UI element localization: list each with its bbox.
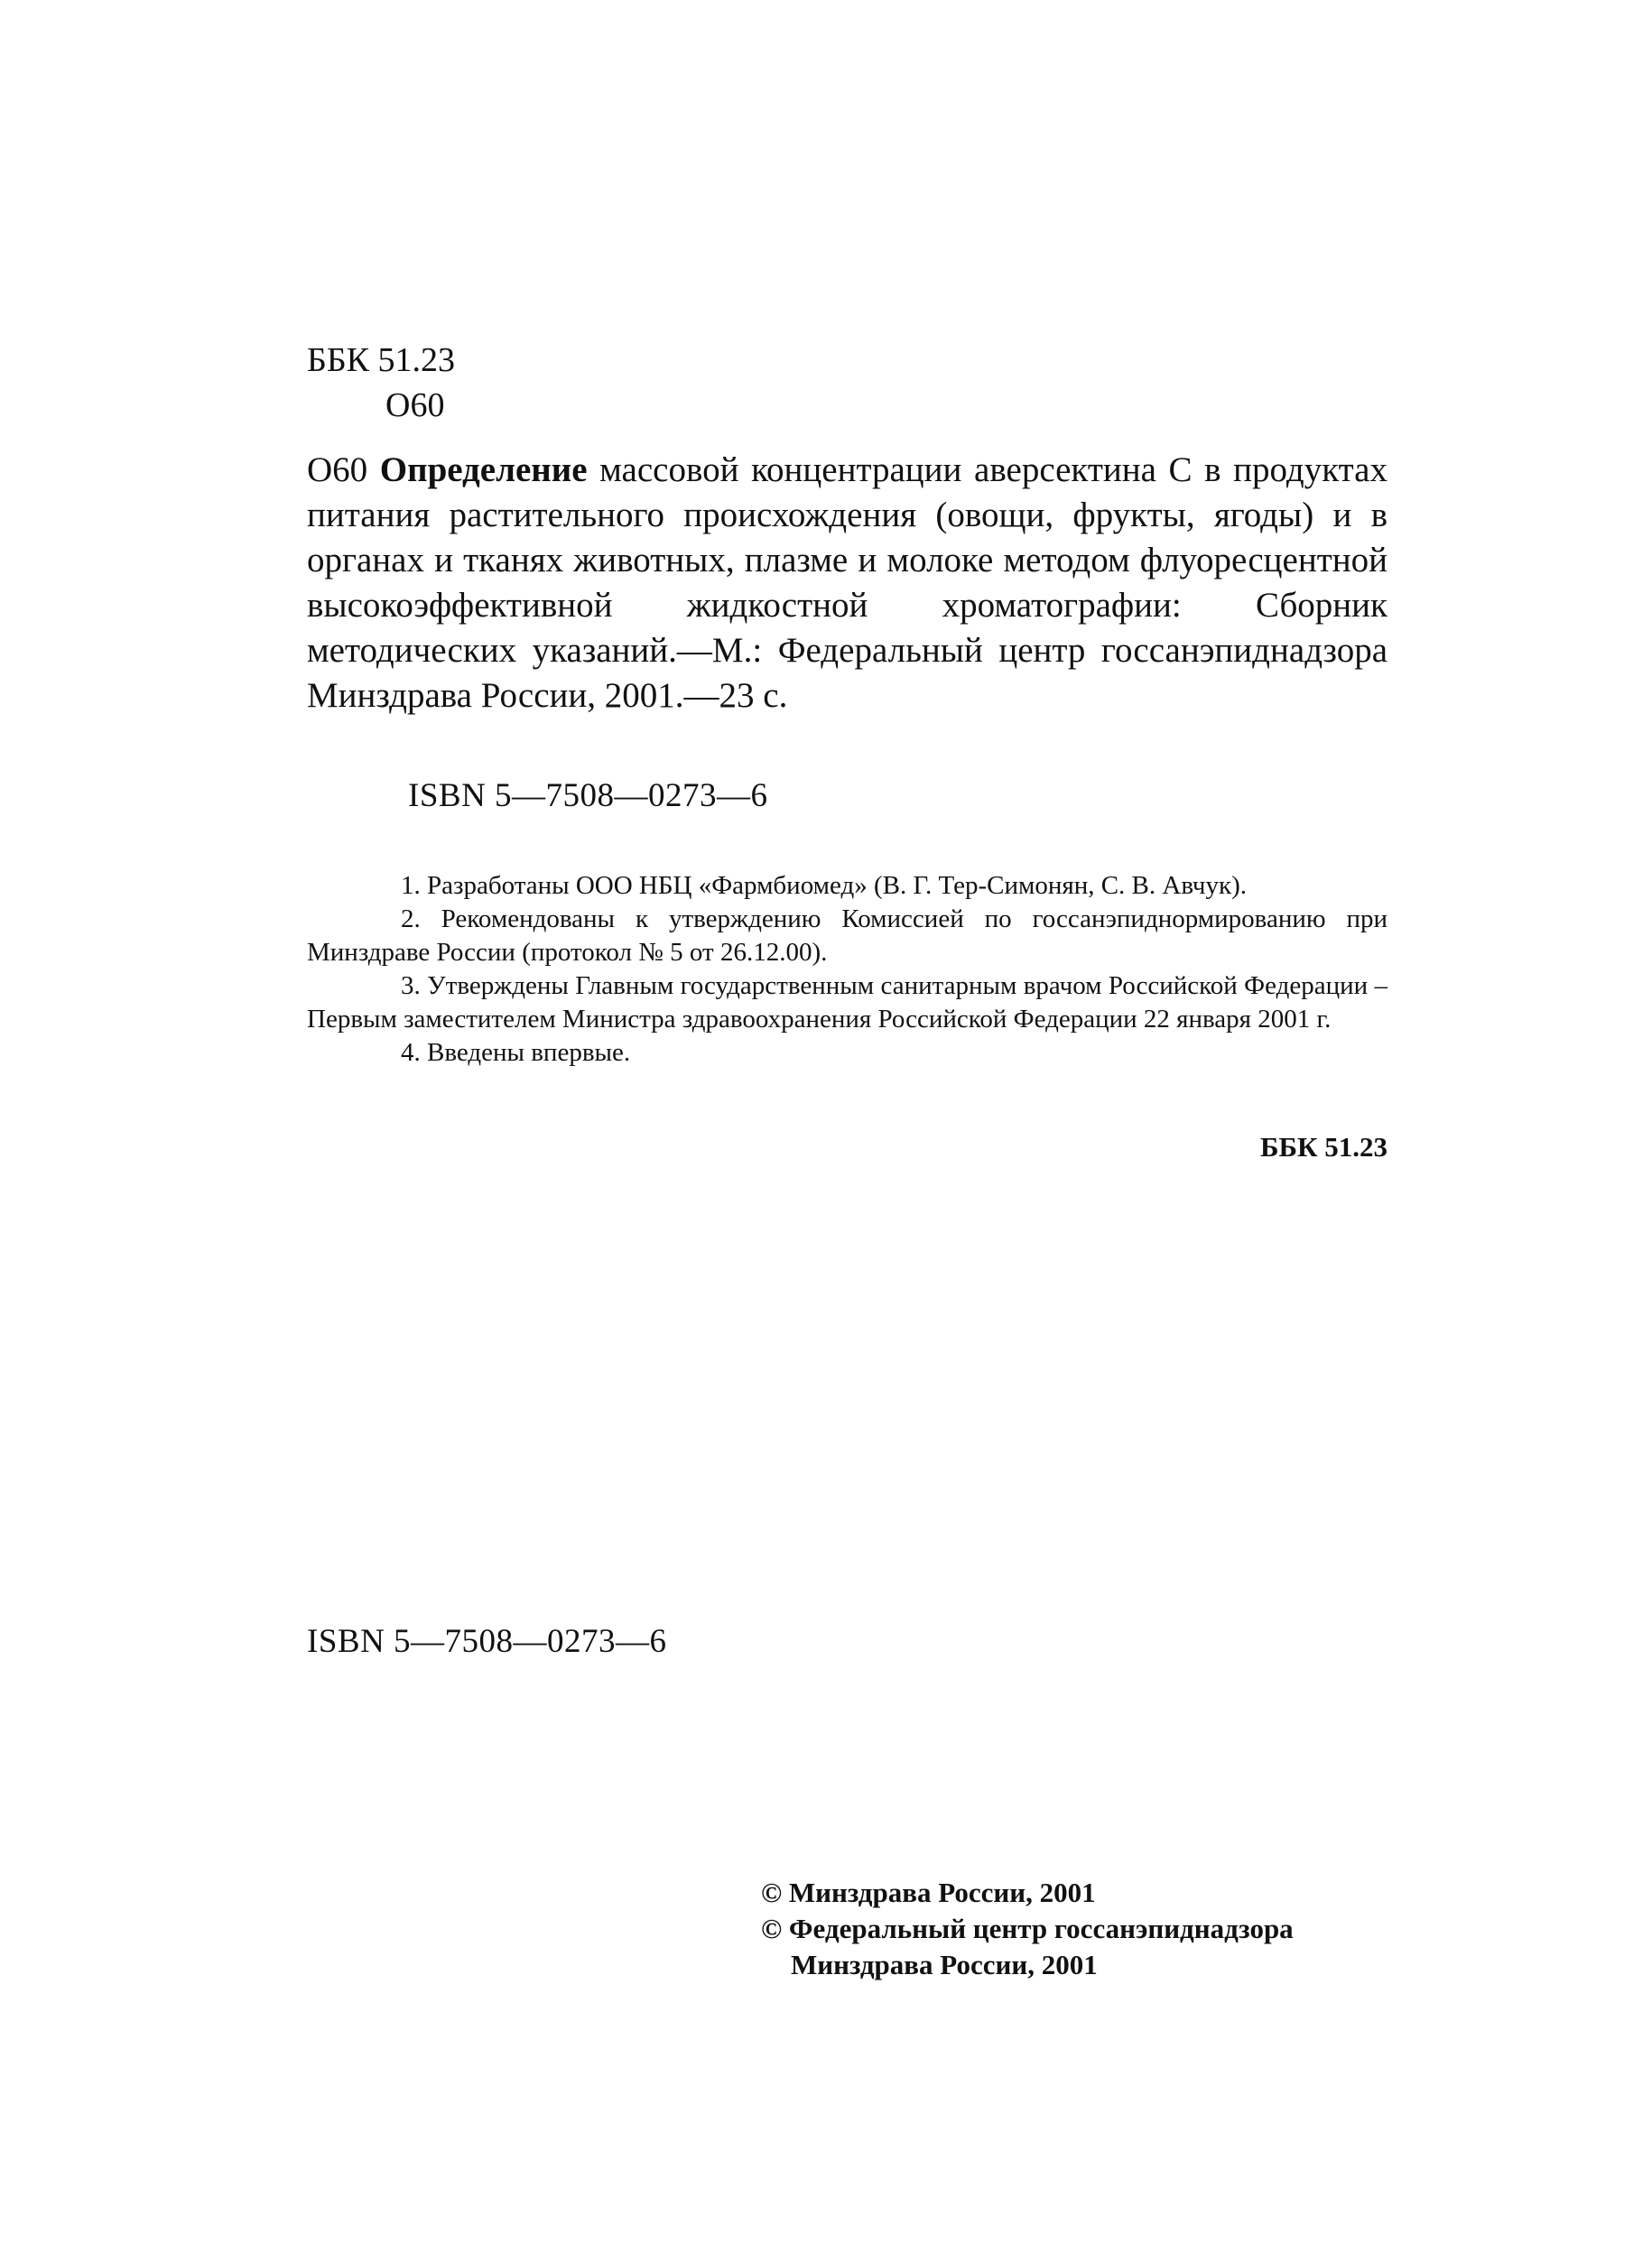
publication-notes	[307, 869, 1387, 1070]
isbn-main: ISBN 5—7508—0273—6	[408, 777, 768, 814]
annotation-title: Определение	[379, 450, 588, 489]
annotation-prefix: О60	[307, 450, 368, 489]
isbn-bottom: ISBN 5—7508—0273—6	[307, 1623, 667, 1660]
copyright-block	[761, 1875, 1294, 1983]
note-item: 2. Рекомендованы к утверждению Комиссией по госсанэпиднормированию при Минздраве России (протокол № 5 от 26.12.00).	[307, 904, 1387, 967]
bbk-code-right: ББК 51.23	[1260, 1131, 1387, 1163]
bbk-classification-code: ББК 51.23	[307, 341, 455, 379]
copyright-center: © Федеральный центр госсанэпиднадзора	[761, 1913, 1294, 1944]
copyright-ministry: © Минздрава России, 2001	[761, 1877, 1096, 1908]
annotation-text: массовой концентрации аверсектина С в продуктах питания растительного происхождения (овощи, фрукты, ягоды) и в органах и тканях животных, плазме и молоке методом флуоресцентной высокоэффективной жидкостной хроматографии: Сборник методических указаний.—М.: Федеральный центр госсанэпиднадзора Минздрава России, 2001.—23 с.	[307, 450, 1387, 715]
copyright-center-ministry: Минздрава России, 2001	[791, 1949, 1098, 1980]
note-item: 4. Введены впервые.	[401, 1038, 631, 1067]
author-sign: О60	[385, 386, 445, 424]
note-item: 3. Утверждены Главным государственным санитарным врачом Российской Федерации – Первым заместителем Министра здравоохранения Российской Федерации 22 января 2001 г.	[307, 971, 1387, 1034]
bibliographic-annotation	[307, 448, 1387, 719]
note-item: 1. Разработаны ООО НБЦ «Фармбиомед» (В. Г. Тер-Симонян, С. В. Авчук).	[401, 871, 1248, 900]
